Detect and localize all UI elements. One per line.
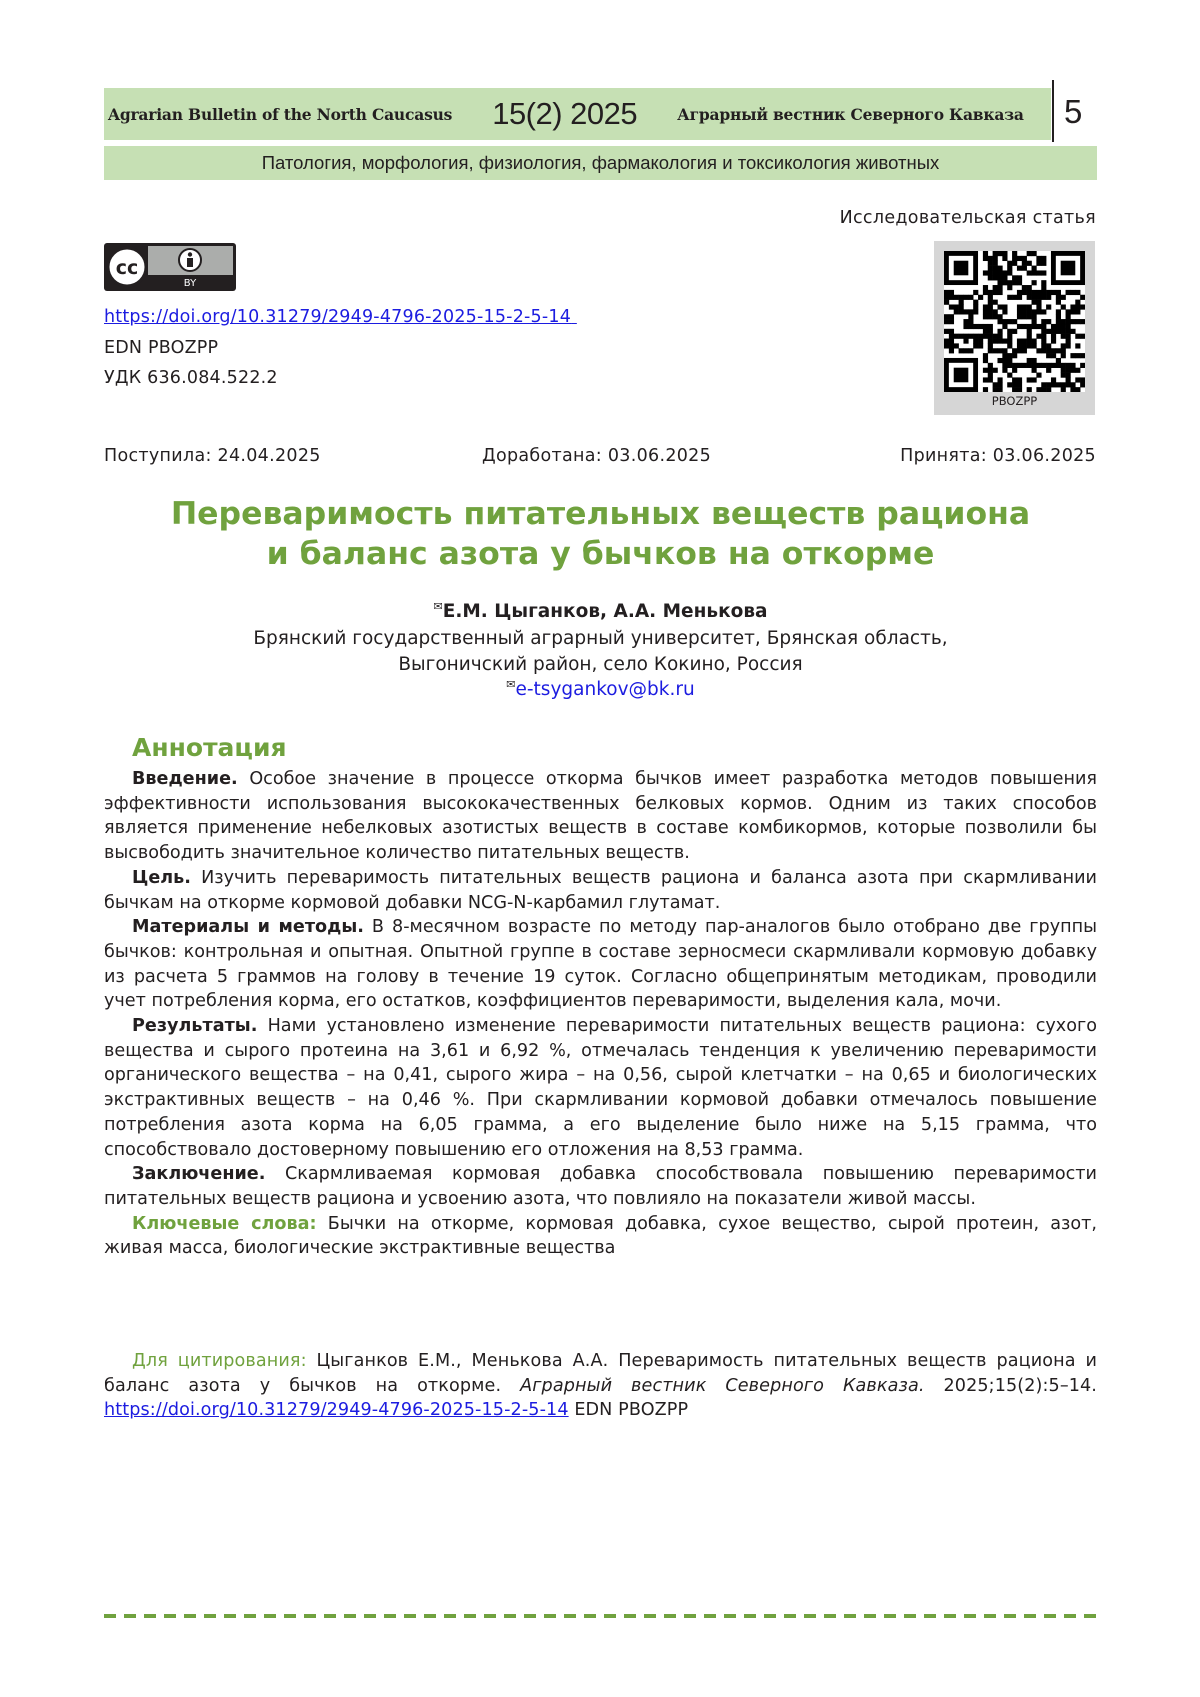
affiliation-line-1: Брянский государственный аграрный университет, Брянская область, — [253, 628, 948, 649]
svg-text:BY: BY — [183, 278, 197, 289]
article-title-line-2: и баланс азота у бычков на откорме — [266, 536, 935, 572]
udk: УДК 636.084.522.2 — [104, 368, 278, 388]
citation-volume: 2025;15(2):5–14. — [924, 1375, 1097, 1396]
qr-label: PBOZPP — [991, 394, 1038, 408]
issue-number: 15(2) 2025 — [492, 96, 638, 131]
keywords-label: Ключевые слова: — [132, 1213, 317, 1234]
abstract-keywords — [104, 1212, 1097, 1261]
goal-label: Цель. — [132, 867, 191, 888]
abstract-conclusion — [104, 1162, 1097, 1211]
journal-title-en: Agrarian Bulletin of the North Caucasus — [108, 104, 453, 124]
citation-edn: EDN PBOZPP — [568, 1400, 689, 1421]
citation — [104, 1349, 1097, 1423]
abstract-results — [104, 1014, 1097, 1162]
doi-line — [104, 307, 577, 327]
citation-label: Для цитирования: — [132, 1351, 307, 1371]
article-title — [104, 494, 1097, 574]
abstract-introduction — [104, 767, 1097, 866]
conclusion-text: Скармливаемая кормовая добавка способствовала повышению переваримости питательных веществ рациона и усвоению азота, что повлияло на показатели живой массы. — [104, 1164, 1097, 1209]
citation-text: Цыганков Е.М., Менькова А.А. Переваримость питательных веществ рациона и баланс азота у бычков на откорме. — [104, 1351, 1098, 1396]
edn: EDN PBOZPP — [104, 338, 219, 358]
citation-journal: Аграрный вестник Северного Кавказа. — [520, 1375, 925, 1396]
footer-dashed-divider — [104, 1614, 1097, 1618]
author-email[interactable]: e-tsygankov@bk.ru — [515, 679, 695, 701]
svg-text:cc: cc — [115, 257, 139, 279]
qr-code-image — [944, 251, 1085, 392]
results-text: Нами установлено изменение переваримости питательных веществ рациона: сухого вещества и сырого протеина на 3,61 и 6,92 %, отмечалась тенденция к увеличению переваримости органического вещества – на 0,41, сырого жира – на 0,56, сырой клетчатки – на 0,65 и биологических экстрактивных веществ – на 0,46 %. При скармливании кормовой добавки отмечалось повышение потребления азота корма на 6,05 грамма, а его выделение было ниже на 5,15 грамма, что способствовало достоверному повышению его отложения на 8,53 грамма. — [104, 1016, 1097, 1160]
page-number: 5 — [1064, 93, 1083, 130]
envelope-icon: ✉ — [433, 600, 443, 613]
keywords-text: Бычки на откорме, кормовая добавка, сухое вещество, сырой протеин, азот, живая масса, биологические экстрактивные вещества — [104, 1213, 1097, 1259]
section-title: Патология, морфология, физиология, фармакология и токсикология животных — [104, 146, 1097, 180]
affiliation — [104, 626, 1097, 678]
goal-text: Изучить переваримость питательных веществ рациона и баланса азота при скармливании бычкам на откорме кормовой добавки NCG-N-карбамил глутамат. — [104, 867, 1097, 913]
authors-line — [104, 600, 1097, 622]
article-title-line-1: Переваримость питательных веществ рациона — [170, 496, 1031, 532]
abstract-goal — [104, 866, 1097, 915]
cc-by-license-badge[interactable] — [104, 243, 236, 291]
date-accepted: Принята: 03.06.2025 — [900, 446, 1096, 466]
header-divider — [1052, 80, 1054, 142]
citation-doi-link[interactable]: https://doi.org/10.31279/2949-4796-2025-15-2-5-14 — [104, 1400, 569, 1421]
qr-code[interactable] — [934, 241, 1095, 415]
intro-text: Особое значение в процессе откорма бычков имеет разработка методов повышения эффективности использования высококачественных белковых кормов. Одним из таких способов является применение небелковых азотистых веществ в составе комбикормов, которые позволили бы высвободить значительное количество питательных веществ. — [104, 769, 1097, 864]
authors: Е.М. Цыганков, А.А. Менькова — [442, 601, 768, 623]
results-label: Результаты. — [132, 1016, 258, 1037]
doi-link-trailing-space[interactable] — [571, 307, 577, 327]
methods-label: Материалы и методы. — [132, 917, 364, 938]
annotation-heading: Аннотация — [132, 733, 287, 762]
email-line — [104, 678, 1097, 700]
methods-text: В 8-месячном возрасте по методу пар-аналогов было отобрано две группы бычков: контрольная и опытная. Опытной группе в составе зерносмеси скармливали кормовую добавку из расчета 5 граммов на голову в течение 19 суток. Согласно общепринятым методикам, проводили учет потребления корма, его остатков, коэффициентов переваримости, выделения кала, мочи. — [104, 917, 1098, 1012]
article-type: Исследовательская статья — [839, 208, 1096, 228]
date-revised: Доработана: 03.06.2025 — [482, 446, 712, 466]
intro-label: Введение. — [132, 769, 238, 789]
journal-header — [104, 88, 1051, 140]
abstract-methods — [104, 915, 1097, 1014]
journal-title-ru: Аграрный вестник Северного Кавказа — [677, 104, 1024, 124]
date-received: Поступила: 24.04.2025 — [104, 446, 321, 466]
cc-by-icon — [104, 243, 236, 291]
abstract — [104, 767, 1097, 1261]
envelope-icon: ✉ — [506, 678, 516, 691]
affiliation-line-2: Выгоничский район, село Кокино, Россия — [398, 654, 803, 675]
doi-link[interactable]: https://doi.org/10.31279/2949-4796-2025-15-2-5-14 — [104, 307, 572, 327]
conclusion-label: Заключение. — [132, 1164, 266, 1185]
